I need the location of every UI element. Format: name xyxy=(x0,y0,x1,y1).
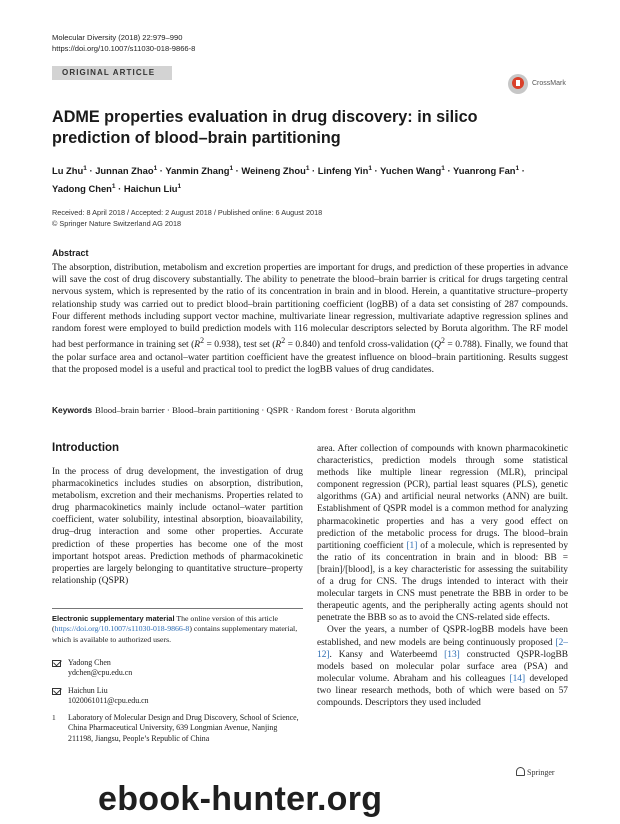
dates-line: Received: 8 April 2018 / Accepted: 2 August 2018 / Published online: 6 August 2018 xyxy=(52,208,323,217)
affiliation xyxy=(52,713,303,744)
author-affiliation-mark: 1 xyxy=(153,165,158,172)
esm-text: ) contains supplementary material, which is available to authorized users. xyxy=(52,624,298,644)
keywords xyxy=(52,404,568,416)
author-affiliation-mark: 1 xyxy=(441,165,445,172)
supplementary-material-note xyxy=(52,614,303,645)
affiliation-text: Laboratory of Molecular Design and Drug Discovery, School of Science, China Pharmaceutical University, 639 Longmian Avenue, Nanjing 211198, Jiangsu, People’s Republic of China xyxy=(68,713,299,743)
author-name[interactable]: Yuanrong Fan xyxy=(453,165,516,177)
contact-email[interactable]: ydchen@cpu.edu.cn xyxy=(68,668,133,678)
author-affiliation-mark: 1 xyxy=(515,165,520,172)
envelope-icon xyxy=(52,688,61,695)
author-name[interactable]: Junnan Zhao xyxy=(95,165,154,177)
envelope-icon xyxy=(52,660,61,667)
crossmark-label: CrossMark xyxy=(532,80,566,87)
article-type-badge: ORIGINAL ARTICLE xyxy=(52,66,172,80)
paragraph-text: area. After collection of compounds with known pharmacokinetic characteristics, prediction models through some statistical methods like multiple linear regression (MLR), principal component regression (PCR), partial least squares (PLS), genetic algorithms (GA) and artificial neural networks (ANN) are built. Establishment of QSPR model is a common method for analyzing pharmacokinetic properties and has a very good effect on prediction of the metabolic process for drugs. The blood–brain partitioning coefficient xyxy=(317,444,568,551)
springer-horse-icon xyxy=(516,767,525,776)
contact-email[interactable]: 1020061011@cpu.edu.cn xyxy=(68,696,149,706)
paper-title: ADME properties evaluation in drug discovery: in silico prediction of blood–brain partitioning xyxy=(52,108,478,147)
journal-doi[interactable]: https://doi.org/10.1007/s11030-018-9866-8 xyxy=(52,43,196,53)
introduction-right-column xyxy=(317,443,568,709)
paragraph-text: constructed QSPR-logBB models based on molecular polar surface area (PSA) and molecular volume. Abraham and his colleagues xyxy=(317,649,568,684)
citation-link[interactable]: [14] xyxy=(509,673,526,684)
r-squared-symbol: R xyxy=(275,340,282,351)
author-affiliation-mark: 1 xyxy=(111,183,116,191)
watermark: ebook-hunter.org xyxy=(98,780,383,818)
journal-header xyxy=(52,33,195,54)
paragraph xyxy=(317,443,568,624)
paragraph-text: . Kansy and Waterbeemd xyxy=(329,649,445,660)
citation-link[interactable]: [1] xyxy=(406,540,418,551)
author-affiliation-mark: 1 xyxy=(229,165,234,172)
abstract-text xyxy=(52,262,568,376)
author-name[interactable]: Haichun Liu xyxy=(123,183,178,195)
publisher-logo xyxy=(516,767,555,777)
crossmark-logo[interactable] xyxy=(506,74,568,96)
author-affiliation-mark: 1 xyxy=(305,165,310,172)
abstract-part: The absorption, distribution, metabolism and excretion properties are important for drugs, and prediction of these properties in advance will save the cost of drug discovery substantially. The ability to penetrate the blood–brain barrier is critical for drugs targeting central nervous system, which is represented by the ratio of its concentration in brain and in blood. Herein, a quantitative structure–property relationship study was carried out to predict blood–brain partitioning coefficient (logBB) of a data set consisting of 287 compounds. Four different methods including support vector machine, multivariate linear regression, multivariate adaptive regression splines and random forest were employed to build prediction models with 116 molecular descriptors selected by Boruta algorithm. The RF model had best performance in training set ( xyxy=(52,263,568,351)
abstract-part: = 0.840) and tenfold cross-validation ( xyxy=(285,340,435,351)
paragraph xyxy=(317,624,568,709)
footnote-divider xyxy=(52,608,303,609)
crossmark-icon-mark xyxy=(516,80,520,86)
author-name[interactable]: Yanmin Zhang xyxy=(165,165,230,177)
keywords-text: Blood–brain barrier · Blood–brain partitioning · QSPR · Random forest · Boruta algorithm xyxy=(95,405,416,415)
introduction-heading: Introduction xyxy=(52,442,120,454)
citation-link[interactable]: [2–12] xyxy=(317,637,568,660)
copyright-line: © Springer Nature Switzerland AG 2018 xyxy=(52,218,182,228)
author-name[interactable]: Lu Zhu xyxy=(52,165,84,177)
paragraph-text: developed two linear research methods, both of which were based on 57 compounds. Descriptors they used included xyxy=(317,673,568,708)
abstract-heading: Abstract xyxy=(52,248,89,258)
esm-doi-link[interactable]: https://doi.org/10.1007/s11030-018-9866-8 xyxy=(54,624,190,634)
introduction-left-column: In the process of drug development, the investigation of drug pharmacokinetics includes studies on absorption, distribution, metabolism, excretion and their mechanisms. Properties related to drug pharmacokinetics mainly include octanol–water partition coefficient, water solubility, intestinal absorption, bioavailability, drug–drug interaction and some other properties. Accurate prediction of these properties has become one of the most important hotspot areas. Prediction methods of pharmacokinetic properties are largely belonging to quantitative structure–property relationship (QSPR) xyxy=(52,467,303,586)
abstract-part: = 0.788). Finally, we found that the polar surface area and octanol–water partition coefficient have the greatest influence on blood–brain partitioning. Results suggest that the proposed model is a useful and practical tool to predict the logBB values of drug candidates. xyxy=(52,340,569,375)
esm-label: Electronic supplementary material xyxy=(52,614,175,623)
publisher-name: Springer xyxy=(527,768,555,777)
superscript-two: 2 xyxy=(441,336,445,346)
contact-name: Haichun Liu xyxy=(68,686,108,695)
r-squared-symbol: R xyxy=(194,340,201,351)
author-list: Lu Zhu$^1$ · Junnan Zhao$^1$ · Yanmin Zhang$^1$ · Weineng Zhou$^1$ · Linfeng Yin$^1$ · Yuchen Wang$^1$ · Yuanrong Fan$^1$ · Yadong Chen$^1$ · Haichun Liu$^1$ xyxy=(52,165,525,195)
paragraph-text: of a molecule, which is represented by the ratio of its concentration in brain and in blood: BB = [brain]/[blood], is a key characteristic for assessing the suitability of a drug for CNS. The drugs intended to interact with their molecular targets in CNS must penetrate the BBB in order to be therapeutic agents, and the peripherally acting agents should not penetrate the BBB so as to avoid the CNS-related side effects. xyxy=(317,540,569,624)
author-name[interactable]: Linfeng Yin xyxy=(317,165,369,177)
citation-link[interactable]: [13] xyxy=(444,649,460,660)
journal-citation: Molecular Diversity (2018) 22:979–990 xyxy=(52,33,183,42)
publication-dates xyxy=(52,208,322,229)
q-squared-symbol: Q xyxy=(434,340,442,351)
corresponding-author xyxy=(52,686,303,707)
contact-name: Yadong Chen xyxy=(68,658,111,667)
author-affiliation-mark: 1 xyxy=(368,165,372,172)
keywords-label: Keywords xyxy=(52,405,93,415)
esm-text: The online version of this article ( xyxy=(52,614,278,634)
corresponding-author xyxy=(52,658,303,679)
superscript-two: 2 xyxy=(200,336,205,346)
paragraph-text: Over the years, a number of QSPR-logBB models have been established, and new models are being continuously proposed xyxy=(317,625,568,648)
abstract-part: = 0.938), test set ( xyxy=(204,340,276,351)
author-name[interactable]: Yuchen Wang xyxy=(380,165,442,177)
author-affiliation-mark: 1 xyxy=(177,183,182,191)
author-name[interactable]: Yadong Chen xyxy=(52,183,112,195)
affiliation-number: 1 xyxy=(52,713,56,722)
author-name[interactable]: Weineng Zhou xyxy=(241,165,306,177)
superscript-two: 2 xyxy=(281,336,286,346)
author-affiliation-mark: 1 xyxy=(83,165,87,172)
